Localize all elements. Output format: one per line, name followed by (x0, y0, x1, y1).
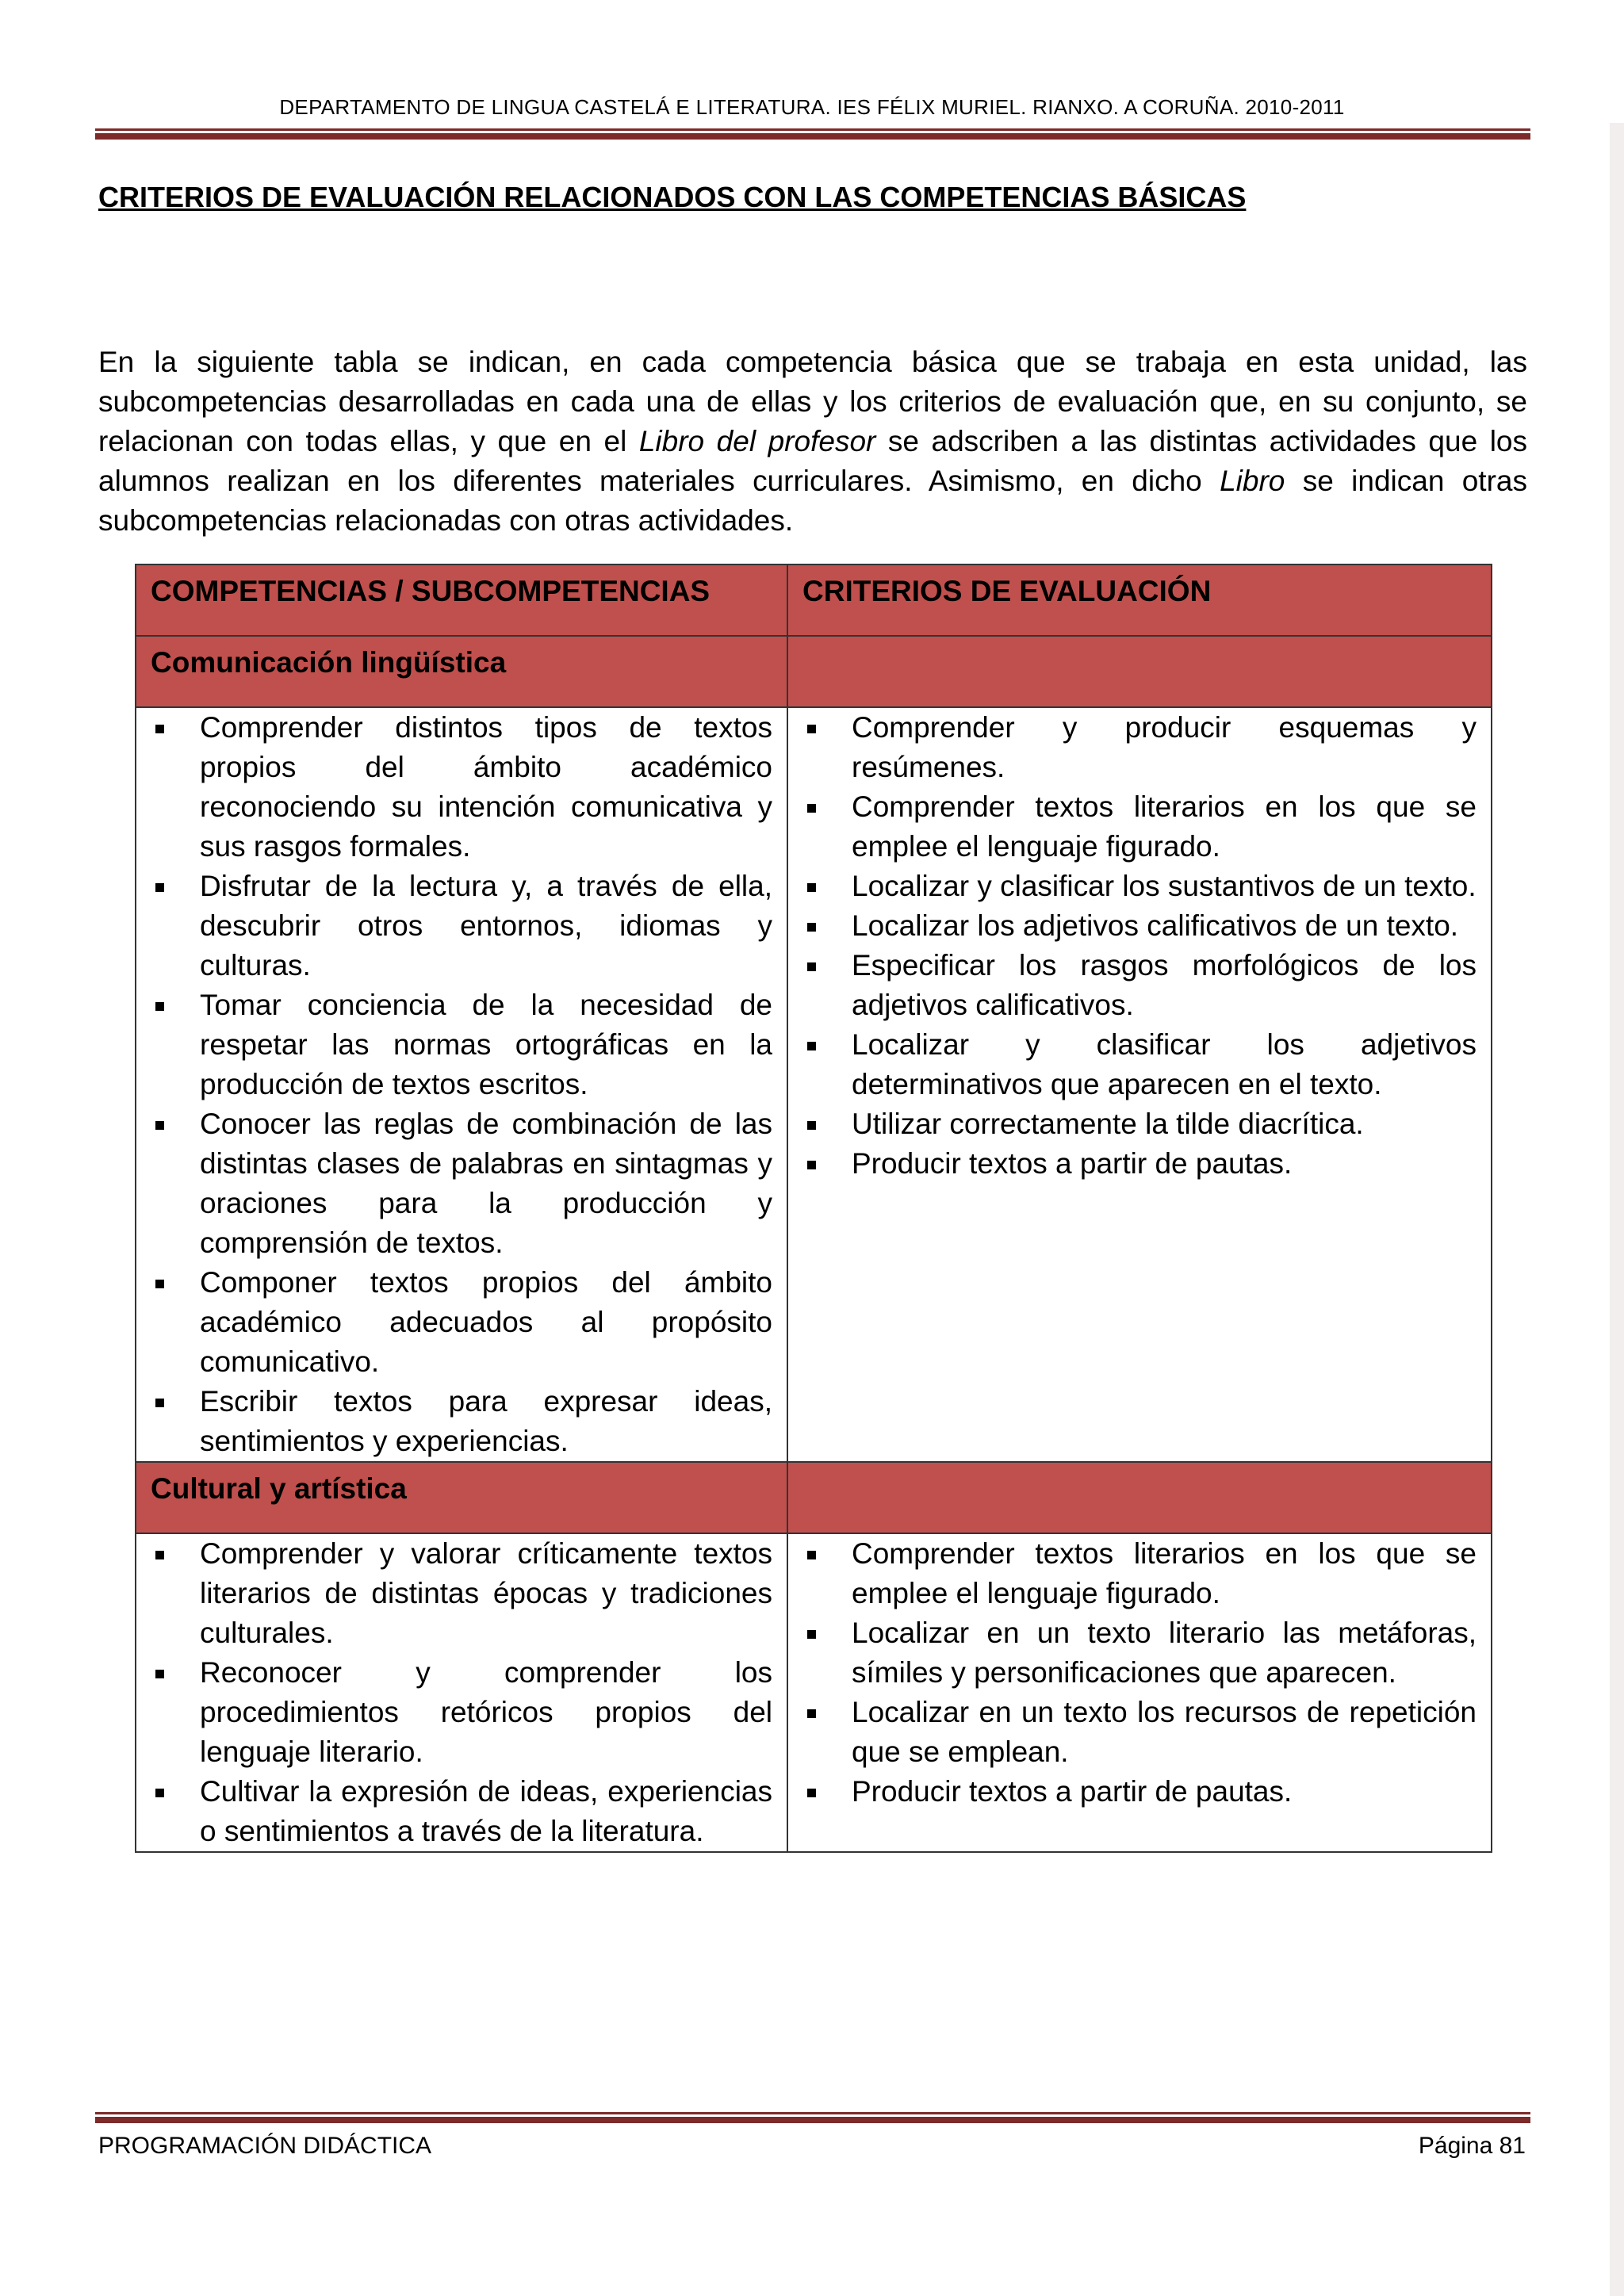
list-item: Especificar los rasgos morfológicos de los adjetivos calificativos. (802, 946, 1477, 1025)
list-item: Disfrutar de la lectura y, a través de ella, descubrir otros entornos, idiomas y culturas. (151, 867, 772, 985)
section-name: Comunicación lingüística (136, 636, 787, 707)
page-header: DEPARTAMENTO DE LINGUA CASTELÁ E LITERATURA. IES FÉLIX MURIEL. RIANXO. A CORUÑA. 2010-2011 (279, 95, 1345, 119)
subcompetencias-cell (136, 1533, 787, 1852)
criterios-list (802, 708, 1477, 1184)
section-empty-cell (787, 636, 1492, 707)
list-item: Comprender textos literarios en los que se emplee el lenguaje figurado. (802, 1534, 1477, 1613)
intro-italic-2: Libro (1220, 465, 1285, 497)
list-item: Utilizar correctamente la tilde diacrítica. (802, 1104, 1477, 1144)
subcompetencias-cell (136, 707, 787, 1462)
section-name: Cultural y artística (136, 1462, 787, 1533)
criterios-cell (787, 1533, 1492, 1852)
intro-text-2: se adscriben a las distintas actividades que los alumnos realizan en los diferentes materiales curriculares. Asimismo, en dicho (98, 425, 1527, 497)
list-item: Comprender y producir esquemas y resúmenes. (802, 708, 1477, 787)
list-item: Localizar y clasificar los sustantivos de un texto. (802, 867, 1477, 906)
list-item: Producir textos a partir de pautas. (802, 1144, 1477, 1184)
list-item: Reconocer y comprender los procedimientos retóricos propios del lenguaje literario. (151, 1653, 772, 1772)
list-item: Producir textos a partir de pautas. (802, 1772, 1477, 1812)
table-row (136, 1533, 1492, 1852)
list-item: Escribir textos para expresar ideas, sentimientos y experiencias. (151, 1382, 772, 1461)
subcompetencias-list (151, 1534, 772, 1851)
criterios-list (802, 1534, 1477, 1812)
intro-text-3: se indican otras subcompetencias relacionadas con otras actividades. (98, 465, 1527, 537)
list-item: Comprender textos literarios en los que se emplee el lenguaje figurado. (802, 787, 1477, 867)
subcompetencias-list (151, 708, 772, 1461)
section-row-comunicacion (136, 636, 1492, 707)
list-item: Conocer las reglas de combinación de las distintas clases de palabras en sintagmas y oraciones para la producción y comprensión de textos. (151, 1104, 772, 1263)
intro-paragraph (98, 342, 1527, 541)
table-header-row (136, 564, 1492, 636)
table-row (136, 707, 1492, 1462)
list-item: Localizar en un texto literario las metáforas, símiles y personificaciones que aparecen. (802, 1613, 1477, 1693)
criteria-table (135, 564, 1492, 1853)
list-item: Tomar conciencia de la necesidad de respetar las normas ortográficas en la producción de textos escritos. (151, 985, 772, 1104)
list-item: Localizar los adjetivos calificativos de un texto. (802, 906, 1477, 946)
criterios-cell (787, 707, 1492, 1462)
list-item: Cultivar la expresión de ideas, experiencias o sentimientos a través de la literatura. (151, 1772, 772, 1851)
header-competencias: COMPETENCIAS / SUBCOMPETENCIAS (136, 564, 787, 636)
list-item: Comprender y valorar críticamente textos literarios de distintas épocas y tradiciones culturales. (151, 1534, 772, 1653)
list-item: Componer textos propios del ámbito académico adecuados al propósito comunicativo. (151, 1263, 772, 1382)
intro-italic-1: Libro del profesor (638, 425, 876, 457)
section-empty-cell (787, 1462, 1492, 1533)
header-rule (95, 128, 1530, 140)
section-title: CRITERIOS DE EVALUACIÓN RELACIONADOS CON LAS COMPETENCIAS BÁSICAS (98, 181, 1247, 213)
footer-title: PROGRAMACIÓN DIDÁCTICA (98, 2133, 432, 2159)
list-item: Localizar y clasificar los adjetivos determinativos que aparecen en el texto. (802, 1025, 1477, 1104)
list-item: Comprender distintos tipos de textos propios del ámbito académico reconociendo su intención comunicativa y sus rasgos formales. (151, 708, 772, 867)
list-item: Localizar en un texto los recursos de repetición que se emplean. (802, 1693, 1477, 1772)
page-edge-shadow (1610, 123, 1624, 2296)
footer-rule (95, 2112, 1530, 2123)
intro-text-1: En la siguiente tabla se indican, en cada competencia básica que se trabaja en esta unidad, las subcompetencias desarrolladas en cada una de ellas y los criterios de evaluación que, en su conjunto, se relacionan con todas ellas, y que en el (98, 346, 1527, 457)
section-row-cultural (136, 1462, 1492, 1533)
header-criterios: CRITERIOS DE EVALUACIÓN (787, 564, 1492, 636)
page-number: Página 81 (1418, 2133, 1526, 2159)
